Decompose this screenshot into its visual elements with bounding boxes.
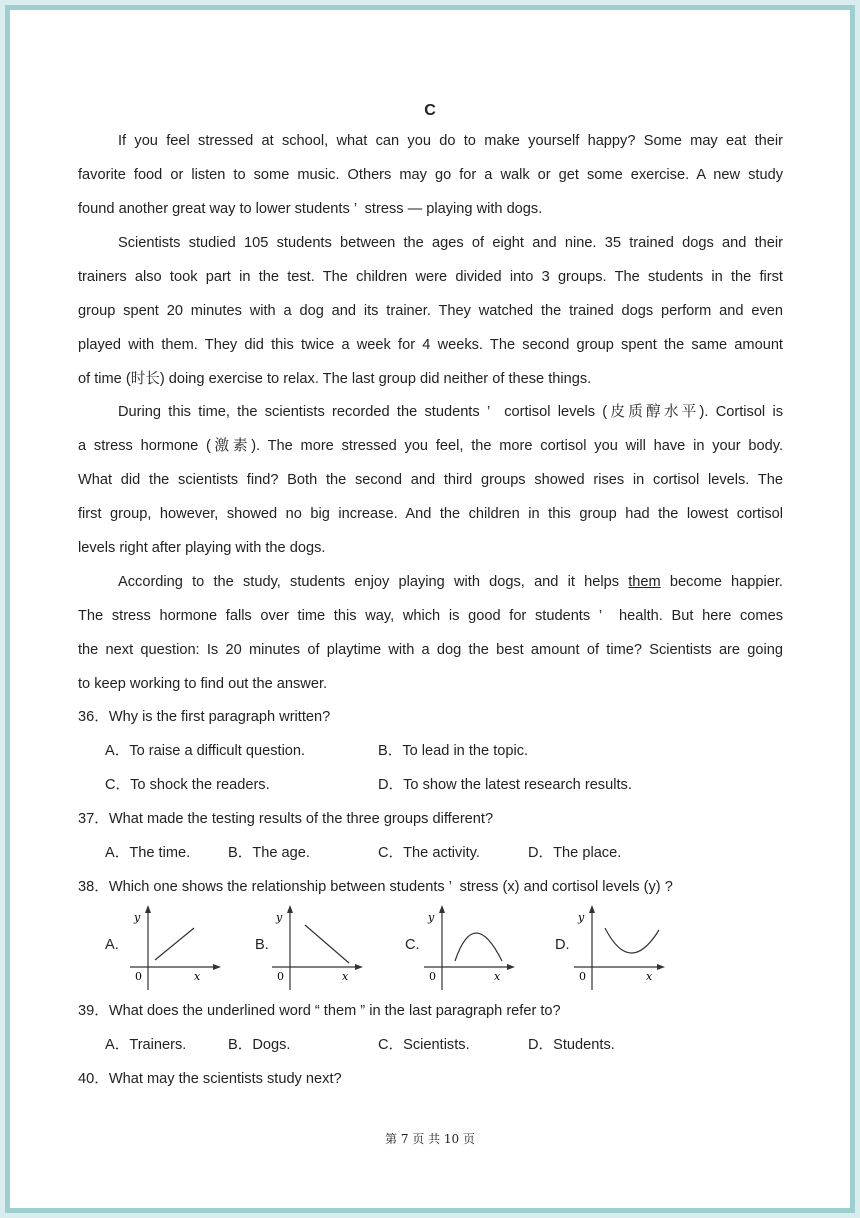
passage-line: a stress hormone (激素). The more stressed you feel, the more cortisol you will have in your body.: [78, 438, 783, 454]
underlined-word-them: them: [628, 574, 661, 590]
passage-line: [118, 571, 783, 593]
question-36: 36．Why is the first paragraph written?: [78, 709, 331, 725]
passage-line: The stress hormone falls over time this way, which is good for students ’ health. But here comes: [78, 608, 783, 624]
x-axis-label: x: [646, 970, 653, 983]
q37-option-c[interactable]: C．The activity.: [378, 845, 480, 861]
graph-a-increasing-line: [124, 905, 224, 990]
y-axis-label: y: [134, 911, 141, 924]
origin-label: 0: [277, 970, 284, 983]
q39-option-c[interactable]: C．Scientists.: [378, 1037, 470, 1053]
q39-option-b[interactable]: B．Dogs.: [228, 1037, 291, 1053]
question-39: 39．What does the underlined word “ them ” in the last paragraph refer to?: [78, 1003, 561, 1019]
passage-line: of time (时长) doing exercise to relax. The last group did neither of these things.: [78, 371, 592, 387]
q39-option-d[interactable]: D．Students.: [528, 1037, 615, 1053]
passage-line: trainers also took part in the test. The children were divided into 3 groups. The students in the first: [78, 269, 783, 285]
origin-label: 0: [135, 970, 142, 983]
y-axis-label: y: [276, 911, 283, 924]
passage-line: What did the scientists find? Both the second and third groups showed rises in cortisol levels. The: [78, 472, 783, 488]
passage-line: levels right after playing with the dogs.: [78, 540, 326, 556]
passage-line: Scientists studied 105 students between the ages of eight and nine. 35 trained dogs and their: [118, 235, 783, 251]
q36-option-d[interactable]: D．To show the latest research results.: [378, 777, 632, 793]
section-title: C: [424, 102, 436, 119]
passage-line: the next question: Is 20 minutes of playtime with a dog the best amount of time? Scientists are going: [78, 642, 783, 658]
question-37: 37．What made the testing results of the three groups different?: [78, 811, 494, 827]
q37-option-a[interactable]: A．The time.: [105, 845, 191, 861]
q39-option-a[interactable]: A．Trainers.: [105, 1037, 187, 1053]
passage-text: According to the study, students enjoy playing with dogs, and it helps: [118, 574, 620, 590]
question-40: 40．What may the scientists study next?: [78, 1071, 342, 1087]
q38-option-c[interactable]: C.: [405, 937, 420, 953]
page-number: 第 7 页 共 10 页: [385, 1132, 475, 1146]
q36-option-c[interactable]: C．To shock the readers.: [105, 777, 270, 793]
x-axis-label: x: [342, 970, 349, 983]
origin-label: 0: [429, 970, 436, 983]
x-axis-label: x: [194, 970, 201, 983]
q38-option-b[interactable]: B.: [255, 937, 269, 953]
y-axis-label: y: [428, 911, 435, 924]
x-axis-label: x: [494, 970, 501, 983]
passage-line: found another great way to lower students ’ stress — playing with dogs.: [78, 201, 543, 217]
passage-line: favorite food or listen to some music. Others may go for a walk or get some exercise. A new study: [78, 167, 783, 183]
q36-option-b[interactable]: B．To lead in the topic.: [378, 743, 529, 759]
passage-line: to keep working to find out the answer.: [78, 676, 328, 692]
q36-option-a[interactable]: A．To raise a difficult question.: [105, 743, 306, 759]
passage-line: If you feel stressed at school, what can you do to make yourself happy? Some may eat their: [118, 133, 783, 149]
question-38: 38．Which one shows the relationship between students ’ stress (x) and cortisol levels (y) ?: [78, 879, 673, 895]
graph-d-u-curve: [568, 905, 668, 990]
passage-line: group spent 20 minutes with a dog and its trainer. They watched the trained dogs perform and even: [78, 303, 783, 319]
q37-option-d[interactable]: D．The place.: [528, 845, 622, 861]
passage-line: played with them. They did this twice a week for 4 weeks. The second group spent the same amount: [78, 337, 783, 353]
origin-label: 0: [579, 970, 586, 983]
y-axis-label: y: [578, 911, 585, 924]
q38-option-a[interactable]: A.: [105, 937, 119, 953]
passage-text: become happier.: [669, 574, 783, 590]
passage-line: first group, however, showed no big increase. And the children in this group had the lowest cortisol: [78, 506, 783, 522]
q37-option-b[interactable]: B．The age.: [228, 845, 310, 861]
graph-c-inverted-u-curve: [418, 905, 518, 990]
graph-b-decreasing-line: [266, 905, 366, 990]
q38-option-d[interactable]: D.: [555, 937, 570, 953]
passage-line: During this time, the scientists recorded the students ’ cortisol levels (皮质醇水平). Cortisol is: [118, 404, 783, 420]
